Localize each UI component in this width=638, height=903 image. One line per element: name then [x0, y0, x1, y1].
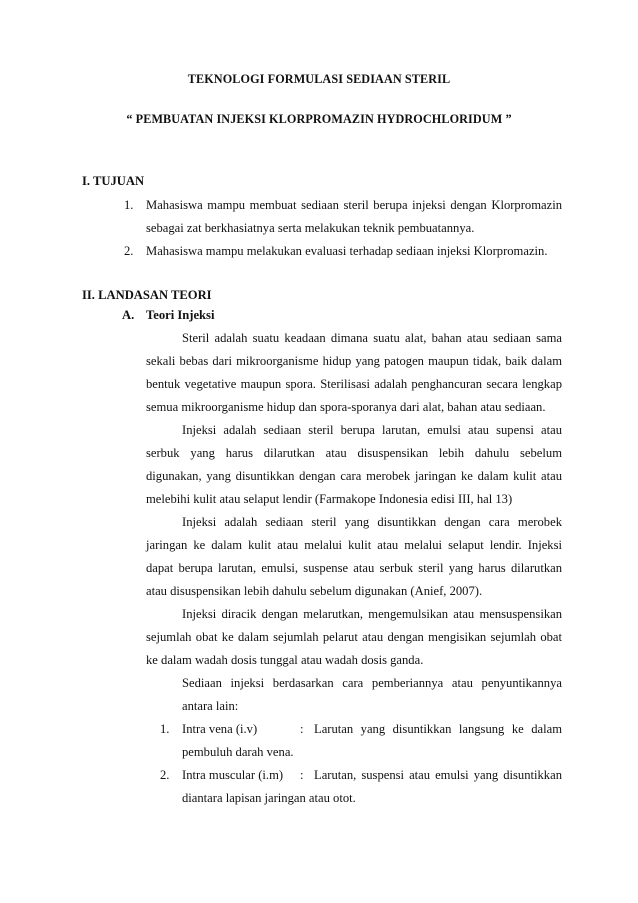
document-subtitle: “ PEMBUATAN INJEKSI KLORPROMAZIN HYDROCHLORIDUM ” [126, 112, 512, 126]
paragraph-line: jaringan ke dalam kulit atau melalui kulit atau melalui selaput lendir. Injeksi [146, 538, 562, 552]
paragraph-line: semua mikroorganisme hidup dan spora-sporanya dari alat, bahan atau sediaan. [146, 400, 546, 414]
paragraph-line: sekali bebas dari mikroorganisme hidup yang patogen maupun tidak, baik dalam [146, 354, 562, 368]
list-separator: : [300, 768, 304, 782]
paragraph-line: Steril adalah suatu keadaan dimana suatu alat, bahan atau sediaan sama [182, 331, 562, 345]
paragraph-line: sejumlah obat ke dalam sejumlah pelarut atau dengan mengisikan sejumlah obat [146, 630, 562, 644]
paragraph-line: Sediaan injeksi berdasarkan cara pemberiannya atau penyuntikannya [182, 676, 562, 690]
list-term: Intra muscular (i.m) [182, 768, 284, 782]
subsection-title: Teori Injeksi [146, 308, 215, 322]
paragraph-line: bentuk vegetative maupun spora. Sterilisasi adalah penghancuran secara lengkap [146, 377, 562, 391]
list-description: pembuluh darah vena. [182, 745, 294, 759]
document-title: TEKNOLOGI FORMULASI SEDIAAN STERIL [187, 72, 451, 86]
section-heading-tujuan: I. TUJUAN [82, 174, 145, 188]
list-item-text: Mahasiswa mampu melakukan evaluasi terhadap sediaan injeksi Klorpromazin. [146, 244, 548, 258]
paragraph-line: antara lain: [182, 699, 239, 713]
paragraph-line: ke dalam wadah dosis tunggal atau wadah dosis ganda. [146, 653, 424, 667]
paragraph-line: Injeksi diracik dengan melarutkan, mengemulsikan atau mensuspensikan [182, 607, 562, 621]
paragraph-line: Injeksi adalah sediaan steril yang disuntikkan dengan cara merobek [182, 515, 562, 529]
list-number: 2. [124, 244, 134, 258]
paragraph-line: digunakan, yang disuntikkan dengan cara merobek jaringan ke dalam kulit atau [146, 469, 562, 483]
list-number: 1. [124, 198, 134, 212]
list-item-text: Mahasiswa mampu membuat sediaan steril berupa injeksi dengan Klorpromazin [146, 198, 562, 212]
paragraph-line: atau disuspensikan lebih dahulu sebelum digunakan (Anief, 2007). [146, 584, 483, 598]
list-term: Intra vena (i.v) [182, 722, 258, 736]
section-heading-landasan-teori: II. LANDASAN TEORI [82, 288, 212, 302]
paragraph-line: melebihi kulit atau selaput lendir (Farmakope Indonesia edisi III, hal 13) [146, 492, 513, 506]
list-description: diantara lapisan jaringan atau otot. [182, 791, 356, 805]
paragraph-line: dapat berupa larutan, emulsi, suspense atau serbuk steril yang harus dilarutkan [146, 561, 562, 575]
paragraph-line: serbuk yang harus dilarutkan atau disuspensikan lebih dahulu sebelum [146, 446, 562, 460]
list-description: Larutan, suspensi atau emulsi yang disuntikkan [314, 768, 562, 782]
list-item-text: sebagai zat berkhasiatnya serta melakukan teknik pembuatannya. [146, 221, 475, 235]
list-number: 2. [160, 768, 170, 782]
subsection-number: A. [122, 308, 135, 322]
paragraph-line: Injeksi adalah sediaan steril berupa larutan, emulsi atau supensi atau [182, 423, 562, 437]
list-description: Larutan yang disuntikkan langsung ke dalam [314, 722, 562, 736]
list-separator: : [300, 722, 304, 736]
list-number: 1. [160, 722, 170, 736]
